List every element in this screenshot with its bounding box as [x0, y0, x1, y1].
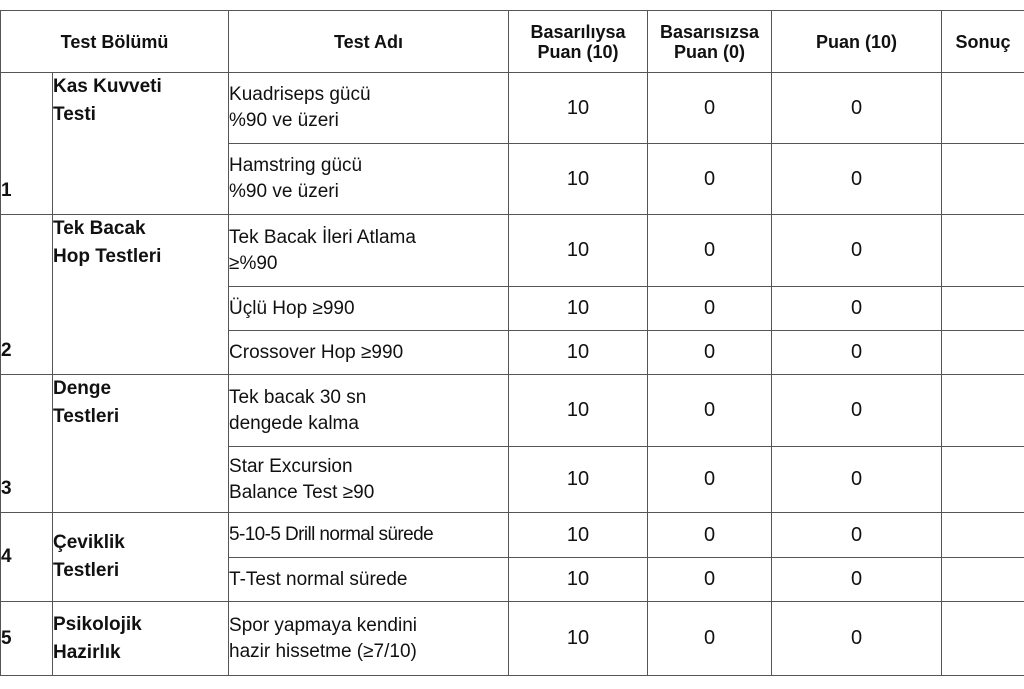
score: 0 — [772, 447, 942, 513]
score: 0 — [772, 287, 942, 331]
section-title — [53, 513, 229, 602]
test-name-line1: Hamstring gücü — [229, 155, 363, 176]
test-name-line1: Kuadriseps gücü — [229, 84, 371, 105]
header-success-line2: Puan (10) — [537, 41, 619, 62]
success-points: 10 — [509, 558, 648, 602]
table-row — [1, 513, 1024, 558]
section-title — [53, 215, 229, 375]
score: 0 — [772, 73, 942, 144]
result-cell — [942, 144, 1024, 215]
section-title-line2: Testi — [53, 104, 96, 125]
test-name-line2: ≥%90 — [229, 252, 278, 274]
result-cell — [942, 375, 1024, 447]
result-cell — [942, 447, 1024, 513]
test-name — [229, 375, 509, 447]
section-title-line2: Hop Testleri — [53, 246, 162, 267]
header-fail-line2: Puan (0) — [674, 41, 746, 62]
test-name: T-Test normal sürede — [229, 558, 509, 602]
result-cell — [942, 331, 1024, 375]
test-name-line1: Star Excursion — [229, 455, 353, 477]
section-number: 4 — [1, 513, 53, 602]
test-name-line1: Tek bacak 30 sn — [229, 386, 367, 408]
header-test-name: Test Adı — [229, 11, 509, 73]
success-points: 10 — [509, 144, 648, 215]
table-row — [1, 73, 1024, 144]
table-row — [1, 375, 1024, 447]
header-section: Test Bölümü — [1, 11, 229, 73]
test-name: 5-10-5 Drill normal sürede — [229, 513, 509, 558]
success-points: 10 — [509, 513, 648, 558]
header-fail-line1: Basarısızsa — [659, 21, 760, 42]
test-name-line2: %90 ve üzeri — [229, 181, 339, 202]
header-fail-points — [648, 11, 772, 73]
section-title — [53, 73, 229, 215]
result-cell — [942, 73, 1024, 144]
section-title-line1: Denge — [53, 378, 112, 399]
header-result: Sonuç — [942, 11, 1024, 73]
result-cell — [942, 287, 1024, 331]
section-title — [53, 602, 229, 676]
section-number: 5 — [1, 602, 53, 676]
test-name-line1: Tek Bacak İleri Atlama — [229, 226, 416, 248]
success-points: 10 — [509, 375, 648, 447]
header-row — [1, 11, 1024, 73]
test-name: Üçlü Hop ≥990 — [229, 287, 509, 331]
score: 0 — [772, 331, 942, 375]
fail-points: 0 — [648, 144, 772, 215]
fail-points: 0 — [648, 447, 772, 513]
fail-points: 0 — [648, 513, 772, 558]
score: 0 — [772, 558, 942, 602]
header-score: Puan (10) — [772, 11, 942, 73]
test-name-line2: Balance Test ≥90 — [229, 481, 375, 503]
test-name — [229, 73, 509, 144]
success-points: 10 — [509, 331, 648, 375]
test-name-line2: dengede kalma — [229, 412, 359, 434]
fail-points: 0 — [648, 73, 772, 144]
result-cell — [942, 602, 1024, 676]
table-row — [1, 215, 1024, 287]
test-results-table — [0, 10, 1024, 676]
fail-points: 0 — [648, 558, 772, 602]
success-points: 10 — [509, 287, 648, 331]
success-points: 10 — [509, 73, 648, 144]
fail-points: 0 — [648, 602, 772, 676]
test-name — [229, 144, 509, 215]
section-title — [53, 375, 229, 513]
result-cell — [942, 558, 1024, 602]
header-success-points — [509, 11, 648, 73]
test-name: Crossover Hop ≥990 — [229, 331, 509, 375]
score: 0 — [772, 144, 942, 215]
result-cell — [942, 513, 1024, 558]
section-title-line1: Psikolojik — [53, 613, 142, 635]
result-cell — [942, 215, 1024, 287]
section-title-line1: Kas Kuvveti — [53, 76, 162, 97]
fail-points: 0 — [648, 375, 772, 447]
test-name — [229, 447, 509, 513]
section-number: 3 — [1, 375, 53, 513]
section-title-line2: Hazirlık — [53, 641, 121, 663]
score: 0 — [772, 602, 942, 676]
score: 0 — [772, 513, 942, 558]
test-name — [229, 215, 509, 287]
test-name-line2: %90 ve üzeri — [229, 110, 339, 131]
fail-points: 0 — [648, 215, 772, 287]
section-title-line2: Testleri — [53, 406, 120, 427]
section-title-line2: Testleri — [53, 560, 120, 581]
header-success-line1: Basarılıysa — [530, 21, 626, 42]
score: 0 — [772, 215, 942, 287]
section-title-line1: Tek Bacak — [53, 218, 146, 239]
success-points: 10 — [509, 447, 648, 513]
table-row — [1, 602, 1024, 676]
score: 0 — [772, 375, 942, 447]
success-points: 10 — [509, 215, 648, 287]
test-name-line1: Spor yapmaya kendini — [229, 614, 418, 636]
success-points: 10 — [509, 602, 648, 676]
section-number: 1 — [1, 73, 53, 215]
test-name — [229, 602, 509, 676]
section-title-line1: Çeviklik — [53, 532, 125, 553]
section-number: 2 — [1, 215, 53, 375]
fail-points: 0 — [648, 287, 772, 331]
test-name-line2: hazir hissetme (≥7/10) — [229, 640, 417, 662]
fail-points: 0 — [648, 331, 772, 375]
